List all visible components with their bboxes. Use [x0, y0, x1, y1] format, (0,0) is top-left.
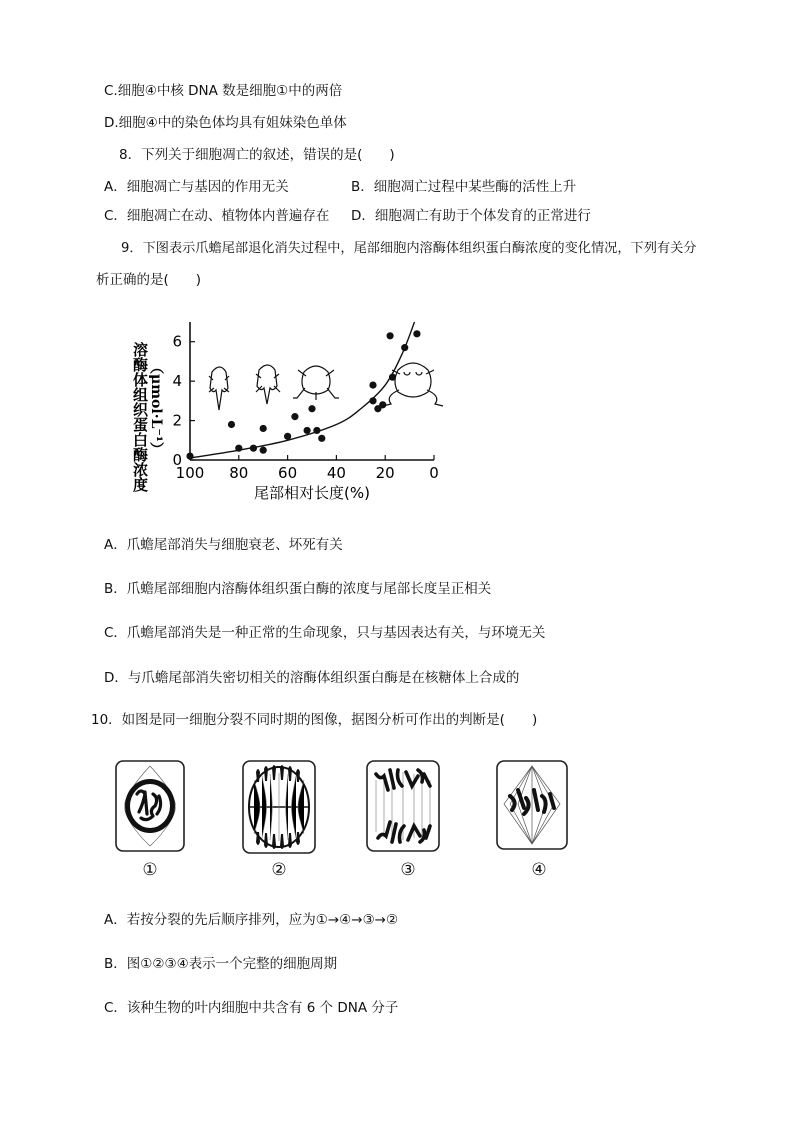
data-point: [401, 344, 408, 351]
froglet-stage3-icon: [293, 366, 339, 400]
data-point: [318, 435, 325, 442]
q8-option-d: D．细胞凋亡有助于个体发育的正常进行: [351, 208, 591, 224]
data-point: [228, 421, 235, 428]
figure-label-4: ④: [531, 860, 547, 880]
data-point: [291, 413, 298, 420]
y-axis-unit-text: （μmol·L⁻¹）: [148, 360, 164, 456]
q8-option-b: B．细胞凋亡过程中某些酶的活性上升: [351, 179, 577, 195]
y-axis-unit-label: [148, 360, 164, 456]
q8-option-c: C．细胞凋亡在动、植物体内普遍存在: [104, 208, 330, 224]
data-point: [379, 401, 386, 408]
data-point: [386, 332, 393, 339]
data-point: [369, 397, 376, 404]
tadpole-stage1-icon: [209, 367, 229, 410]
q9-option-c: C．爪蟾尾部消失是一种正常的生命现象，只与基因表达有关，与环境无关: [104, 625, 546, 641]
y-axis-label-text: 溶酶体组织蛋白酶浓度: [131, 342, 149, 492]
data-point: [260, 425, 267, 432]
data-point: [235, 445, 242, 452]
adult-frog-icon: [383, 363, 443, 406]
figure-label-2: ②: [271, 860, 287, 880]
figure-label-1: ①: [142, 860, 158, 880]
data-point: [284, 433, 291, 440]
q7-option-d: D.细胞④中的染色体均具有姐妹染色单体: [104, 115, 347, 131]
x-tick-label: 100: [175, 464, 205, 482]
y-tick-label: 6: [172, 332, 182, 351]
y-tick-label: 4: [172, 372, 182, 391]
q9-stem-line1: 9．下图表示爪蟾尾部退化消失过程中，尾部细胞内溶酶体组织蛋白酶浓度的变化情况，下列有关分: [121, 241, 697, 256]
q9-stem-line2: 析正确的是( ): [96, 272, 202, 288]
x-tick-label: 80: [229, 464, 249, 482]
y-tick-label: 0: [172, 451, 182, 469]
y-tick-label: 2: [172, 411, 182, 430]
cell-figure-3: [366, 760, 440, 856]
q10-stem: 10．如图是同一细胞分裂不同时期的图像，据图分析可作出的判断是( ): [91, 712, 538, 728]
q10-option-a: A．若按分裂的先后顺序排列，应为①→④→③→②: [104, 912, 399, 928]
q10-option-b: B．图①②③④表示一个完整的细胞周期: [104, 956, 338, 972]
anaphase-cell-image: [366, 760, 440, 852]
cell-figure-4: [496, 760, 568, 854]
tadpole-stage2-icon: [256, 365, 280, 404]
q8-stem: 8．下列关于细胞凋亡的叙述，错误的是( ): [119, 147, 395, 163]
lysosome-enzyme-chart: [128, 312, 458, 512]
q9-option-a: A．爪蟾尾部消失与细胞衰老、坏死有关: [104, 537, 343, 553]
data-point: [260, 447, 267, 454]
data-point: [250, 445, 257, 452]
data-point: [304, 427, 311, 434]
x-tick-label: 20: [375, 464, 395, 482]
x-tick-label: 0: [429, 464, 439, 482]
q9-option-d: D．与爪蟾尾部消失密切相关的溶酶体组织蛋白酶是在核糖体上合成的: [104, 670, 520, 686]
q10-option-c: C．该种生物的叶内细胞中共含有 6 个 DNA 分子: [104, 1000, 399, 1016]
x-tick-label: 40: [326, 464, 346, 482]
data-point: [413, 330, 420, 337]
q9-option-b: B．爪蟾尾部细胞内溶酶体组织蛋白酶的浓度与尾部长度呈正相关: [104, 581, 492, 597]
metaphase-cell-image: [496, 760, 568, 850]
cell-figure-1: [115, 760, 185, 856]
q7-option-c: C.细胞④中核 DNA 数是细胞①中的两倍: [104, 83, 343, 99]
data-point: [308, 405, 315, 412]
data-point: [369, 381, 376, 388]
figure-label-3: ③: [400, 860, 416, 880]
x-axis-label: 尾部相对长度(%): [254, 484, 370, 502]
y-axis-label: [131, 341, 149, 493]
telophase-cell-image: [242, 760, 316, 854]
cell-figure-2: [242, 760, 316, 858]
q8-option-a: A．细胞凋亡与基因的作用无关: [104, 179, 289, 195]
x-tick-label: 60: [278, 464, 298, 482]
data-point: [313, 427, 320, 434]
prophase-cell-image: [115, 760, 185, 852]
data-point: [186, 452, 193, 459]
